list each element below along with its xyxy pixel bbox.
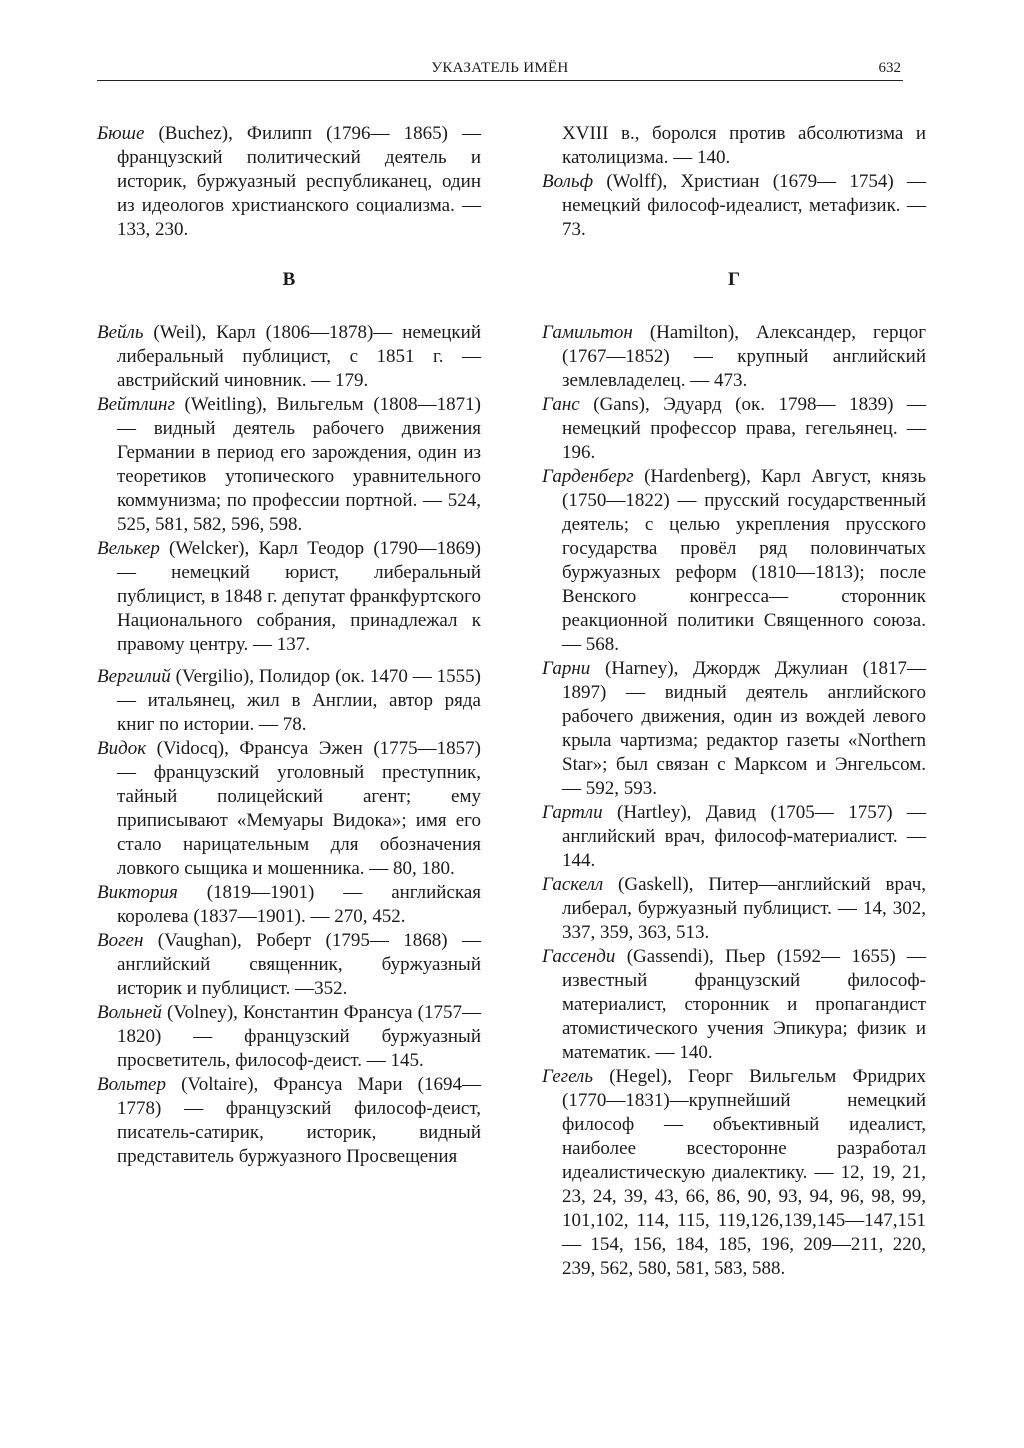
entry-name: Бюше [97,123,145,144]
entry-name: Вейтлинг [97,394,175,415]
index-entry [97,737,481,881]
entry-name: Вольф [542,171,594,192]
entry-text: (Vidocq), Франсуа Эжен (1775—1857) — французский уголовный преступник, тайный полицейский агент; ему приписывают «Мемуары Видока»; имя его стало нарицательным для обозначения ловкого сыщика и мошенника. — 80, 180. [117,738,481,879]
index-entry [542,801,926,873]
left-column [97,122,481,1169]
entry-text: (Hegel), Георг Вильгельм Фридрих (1770—1831)—крупнейший немецкий философ — объективный идеалист, наиболее всесторонне разработал идеалистическую диалектику. — 12, 19, 21, 23, 24, 39, 43, 66, 86, 90, 93, 94, 96, 98, 99, 101,102, 114, 115, 119,126,139,145—147,151— 154, 156, 184, 185, 196, 209—211, 220, 239, 562, 580, 581, 583, 588. [562,1066,926,1279]
entry-name: Виктория [97,882,178,903]
index-entry [97,122,481,242]
entry-text: (Volney), Константин Франсуа (1757—1820) — французский буржуазный просветитель, философ-деист. — 145. [117,1002,481,1071]
entry-text: (Hardenberg), Карл Август, князь (1750—1822) — прусский государственный деятель; с целью укрепления прусского государства провёл ряд половинчатых буржуазных реформ (1810—1813); после Венского конгресса— сторонник реакционной политики Священного союза. — 568. [562,466,926,655]
entry-name: Ганс [542,394,580,415]
index-entry [542,393,926,465]
entry-text: (Gans), Эдуард (ок. 1798— 1839) — немецкий профессор права, гегельянец. — 196. [562,394,926,463]
index-entry [97,537,481,657]
entry-text: (Vaughan), Роберт (1795— 1868) — английский священник, буржуазный историк и публицист. —352. [117,930,481,999]
entry-name: Вольней [97,1002,162,1023]
entry-name: Вергилий [97,666,171,687]
entry-name: Гассенди [542,946,616,967]
entry-text: (Voltaire), Франсуа Мари (1694—1778) — французский философ-деист, писатель-сатирик, историк, видный представитель буржуазного Просвещения [117,1074,481,1167]
right-column [542,122,926,1281]
entry-name: Велькер [97,538,160,559]
index-entry [542,465,926,657]
index-entry [97,1073,481,1169]
page-number: 632 [878,60,901,76]
index-entry [542,945,926,1065]
entry-text: (1819—1901) — английская королева (1837—1901). — 270, 452. [117,882,481,927]
entry-text: (Wolff), Христиан (1679— 1754) — немецкий философ-идеалист, метафизик. — 73. [562,171,926,240]
entry-text: (Harney), Джордж Джулиан (1817—1897) — видный деятель английского рабочего движения, один из вождей левого крыла чартизма; редактор газеты «Northern Star»; был связан с Марксом и Энгельсом. — 592, 593. [562,658,926,799]
entry-name: Видок [97,738,147,759]
entry-text: (Vergilio), Полидор (ок. 1470 — 1555) — итальянец, жил в Англии, автор ряда книг по истории. — 78. [117,666,481,735]
running-header [97,60,903,81]
entry-text: (Buchez), Филипп (1796— 1865) — французский политический деятель и историк, буржуазный республиканец, один из идеологов христианского социализма. — 133, 230. [117,123,481,240]
entry-name: Гартли [542,802,603,823]
index-entry [542,170,926,242]
index-entry [97,929,481,1001]
header-title: УКАЗАТЕЛЬ ИМЁН [431,60,569,76]
index-entry [97,393,481,537]
index-entry [542,873,926,945]
index-entry [542,321,926,393]
entry-name: Вейль [97,322,144,343]
entry-name: Гегель [542,1066,593,1087]
entry-name: Гаскелл [542,874,604,895]
index-entry [97,1001,481,1073]
entry-name: Вольтер [97,1074,166,1095]
entry-text: (Gaskell), Питер—английский врач, либерал, буржуазный публицист. — 14, 302, 337, 359, 363, 513. [562,874,926,943]
index-entry [542,1065,926,1281]
entry-name: Гамильтон [542,322,633,343]
entry-text: (Hartley), Давид (1705— 1757) — английский врач, философ-материалист. — 144. [562,802,926,871]
entry-name: Гарденберг [542,466,634,487]
entry-text: (Welcker), Карл Теодор (1790—1869) — немецкий юрист, либеральный публицист, в 1848 г. депутат франкфуртского Национального собрания, принадлежал к правому центру. — 137. [117,538,481,655]
section-letter: Г [727,269,741,290]
entry-text: (Weitling), Вильгельм (1808—1871) — видный деятель рабочего движения Германии в период его зарождения, один из теоретиков утопического уравнительного коммунизма; по профессии портной. — 524, 525, 581, 582, 596, 598. [117,394,481,535]
section-letter: В [282,269,296,290]
entry-text: (Hamilton), Александер, герцог (1767—1852) — крупный английский землевладелец. — 473. [562,322,926,391]
entry-continuation: XVIII в., боролся против абсолютизма и католицизма. — 140. [562,123,926,168]
index-entry [97,665,481,737]
entry-text: (Weil), Карл (1806—1878)— немецкий либеральный публицист, с 1851 г. — австрийский чиновник. — 179. [117,322,481,391]
index-entry [542,657,926,801]
entry-name: Воген [97,930,144,951]
entry-text: (Gassendi), Пьер (1592— 1655) — известный французский философ-материалист, сторонник и пропагандист атомистического учения Эпикура; физик и математик. — 140. [562,946,926,1063]
index-entry [97,321,481,393]
entry-name: Гарни [542,658,591,679]
index-entry [97,881,481,929]
